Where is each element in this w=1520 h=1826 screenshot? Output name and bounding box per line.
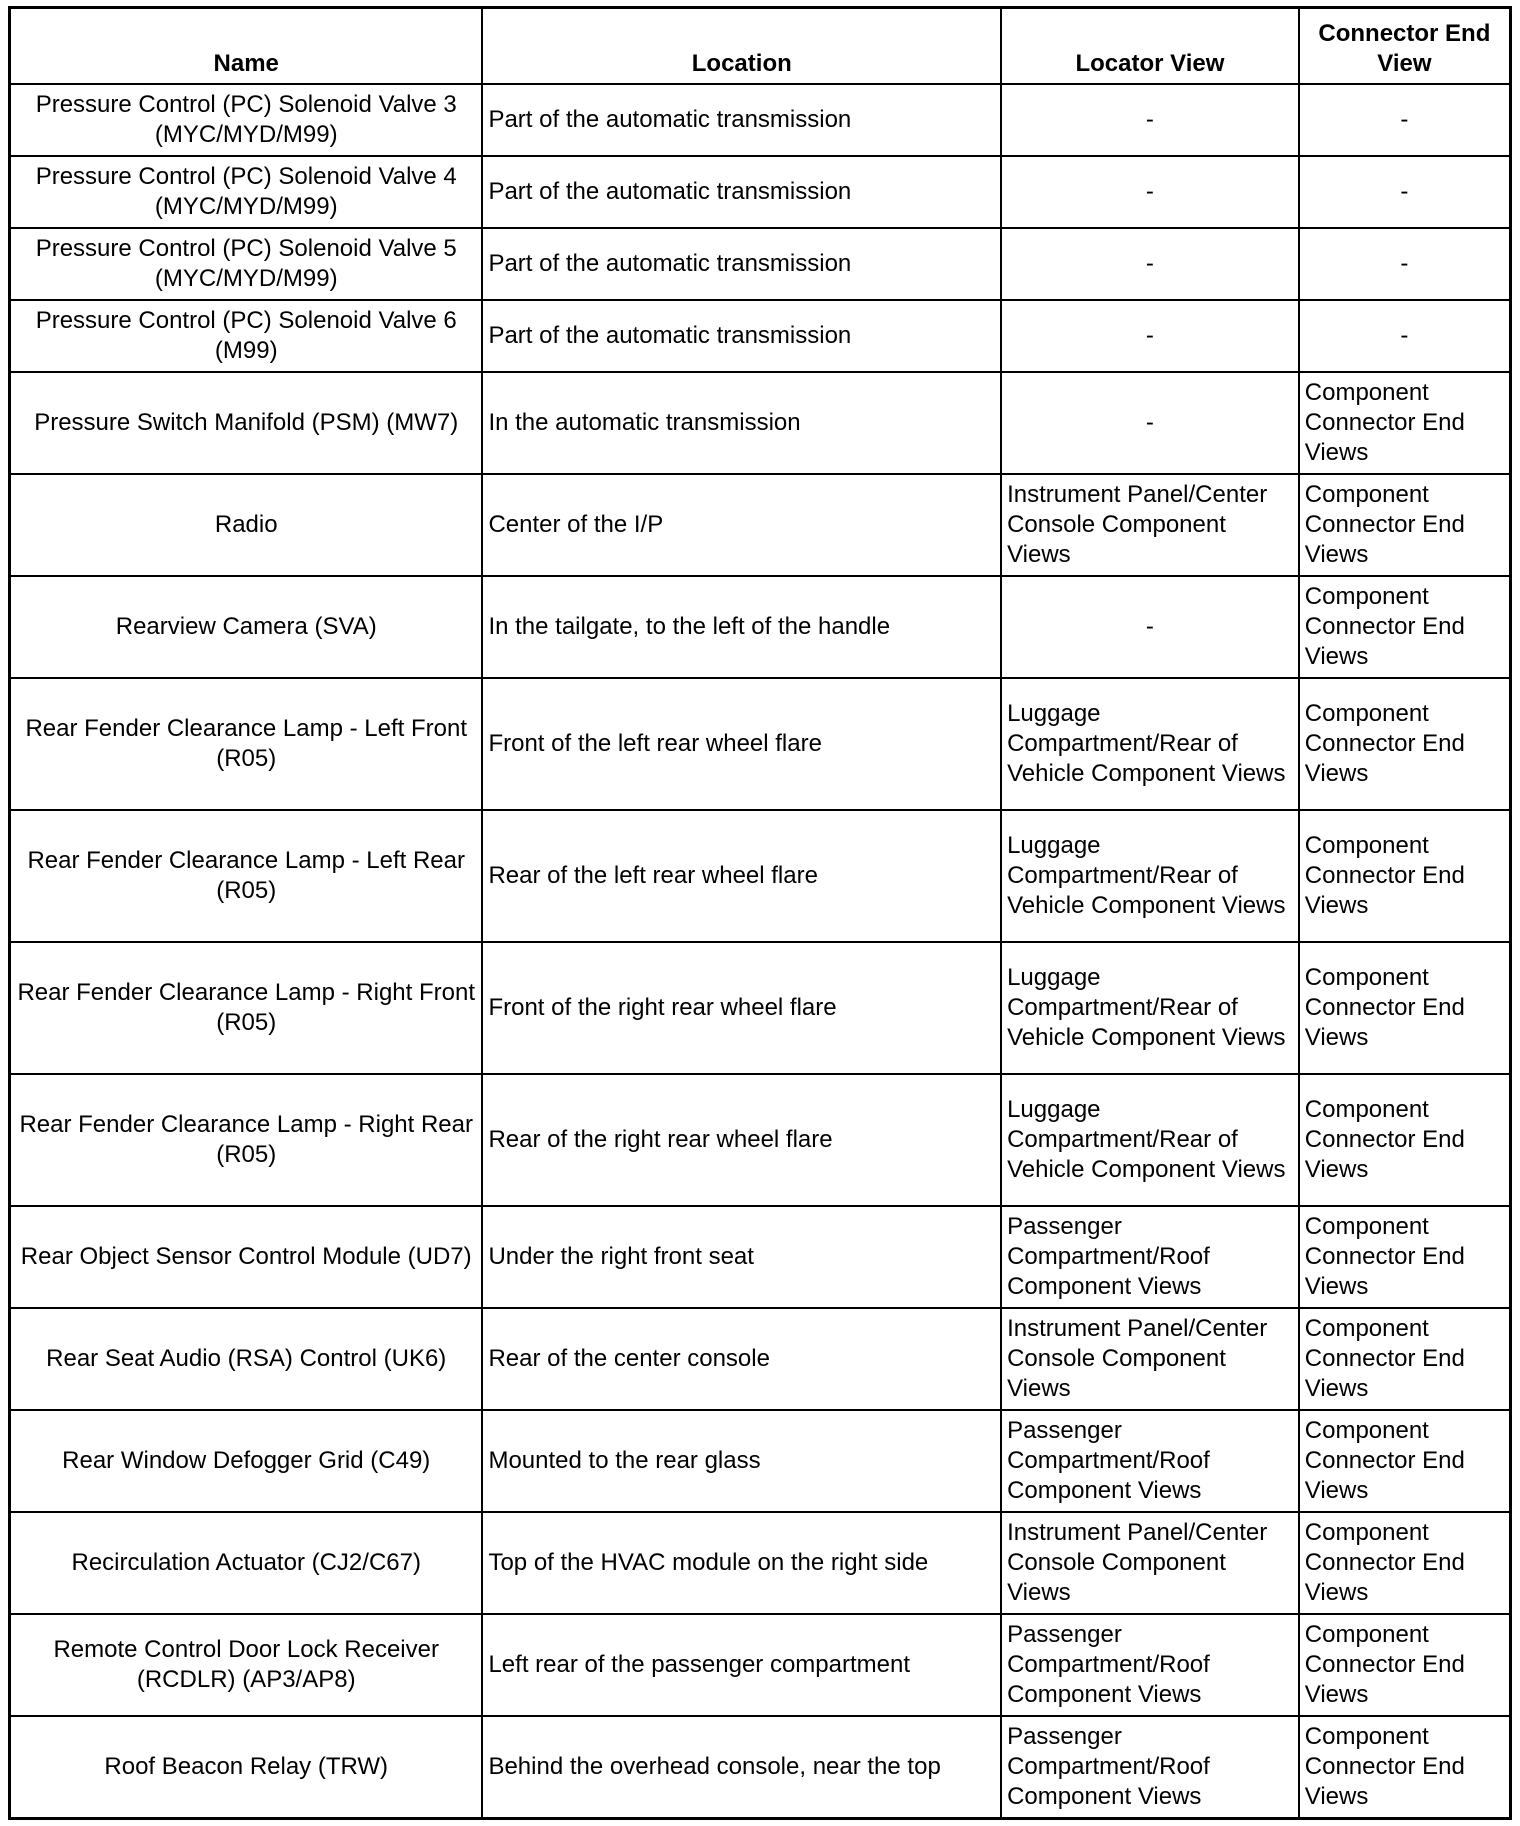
cell-locator-view: Instrument Panel/Center Console Component Views	[1001, 1512, 1299, 1614]
header-connector-end-view: Connector End View	[1299, 8, 1511, 85]
table-row	[10, 1716, 1511, 1818]
cell-locator-view: Instrument Panel/Center Console Component Views	[1001, 474, 1299, 576]
table-row	[10, 942, 1511, 1074]
cell-location: Center of the I/P	[482, 474, 1001, 576]
cell-location: Top of the HVAC module on the right side	[482, 1512, 1001, 1614]
table-row	[10, 372, 1511, 474]
table-row	[10, 300, 1511, 372]
table-row	[10, 1206, 1511, 1308]
cell-connector-end-view: Component Connector End Views	[1299, 942, 1511, 1074]
cell-location: Rear of the right rear wheel flare	[482, 1074, 1001, 1206]
cell-connector-end-view: -	[1299, 300, 1511, 372]
cell-connector-end-view: Component Connector End Views	[1299, 1614, 1511, 1716]
cell-name: Pressure Control (PC) Solenoid Valve 6 (M99)	[10, 300, 483, 372]
cell-name: Rear Object Sensor Control Module (UD7)	[10, 1206, 483, 1308]
cell-name: Remote Control Door Lock Receiver (RCDLR) (AP3/AP8)	[10, 1614, 483, 1716]
cell-location: In the automatic transmission	[482, 372, 1001, 474]
cell-location: Front of the right rear wheel flare	[482, 942, 1001, 1074]
table-row	[10, 474, 1511, 576]
cell-location: Under the right front seat	[482, 1206, 1001, 1308]
cell-locator-view: -	[1001, 300, 1299, 372]
cell-name: Rear Window Defogger Grid (C49)	[10, 1410, 483, 1512]
table-row	[10, 576, 1511, 678]
cell-connector-end-view: Component Connector End Views	[1299, 1074, 1511, 1206]
cell-name: Rear Fender Clearance Lamp - Left Front (R05)	[10, 678, 483, 810]
table-row	[10, 1512, 1511, 1614]
cell-name: Rear Fender Clearance Lamp - Right Rear (R05)	[10, 1074, 483, 1206]
cell-locator-view: -	[1001, 576, 1299, 678]
cell-connector-end-view: Component Connector End Views	[1299, 1410, 1511, 1512]
cell-connector-end-view: Component Connector End Views	[1299, 1308, 1511, 1410]
cell-locator-view: Passenger Compartment/Roof Component Views	[1001, 1716, 1299, 1818]
component-locator-table	[8, 6, 1512, 1820]
cell-connector-end-view: Component Connector End Views	[1299, 474, 1511, 576]
cell-connector-end-view: -	[1299, 228, 1511, 300]
cell-location: Front of the left rear wheel flare	[482, 678, 1001, 810]
cell-connector-end-view: -	[1299, 84, 1511, 156]
cell-connector-end-view: Component Connector End Views	[1299, 1716, 1511, 1818]
cell-locator-view: Luggage Compartment/Rear of Vehicle Component Views	[1001, 678, 1299, 810]
table-row	[10, 1308, 1511, 1410]
cell-locator-view: -	[1001, 372, 1299, 474]
table-row	[10, 84, 1511, 156]
cell-locator-view: Luggage Compartment/Rear of Vehicle Component Views	[1001, 1074, 1299, 1206]
table-row	[10, 156, 1511, 228]
cell-connector-end-view: Component Connector End Views	[1299, 372, 1511, 474]
table-row	[10, 1614, 1511, 1716]
cell-location: Part of the automatic transmission	[482, 156, 1001, 228]
cell-location: Behind the overhead console, near the top	[482, 1716, 1001, 1818]
cell-locator-view: Luggage Compartment/Rear of Vehicle Component Views	[1001, 810, 1299, 942]
cell-locator-view: Luggage Compartment/Rear of Vehicle Component Views	[1001, 942, 1299, 1074]
cell-connector-end-view: Component Connector End Views	[1299, 810, 1511, 942]
cell-name: Pressure Control (PC) Solenoid Valve 4 (MYC/MYD/M99)	[10, 156, 483, 228]
cell-connector-end-view: Component Connector End Views	[1299, 1206, 1511, 1308]
cell-connector-end-view: -	[1299, 156, 1511, 228]
cell-locator-view: Passenger Compartment/Roof Component Views	[1001, 1614, 1299, 1716]
cell-location: Part of the automatic transmission	[482, 84, 1001, 156]
cell-name: Rearview Camera (SVA)	[10, 576, 483, 678]
header-row	[10, 8, 1511, 85]
cell-locator-view: Passenger Compartment/Roof Component Views	[1001, 1410, 1299, 1512]
cell-name: Pressure Control (PC) Solenoid Valve 3 (MYC/MYD/M99)	[10, 84, 483, 156]
cell-locator-view: -	[1001, 228, 1299, 300]
header-name: Name	[10, 8, 483, 85]
cell-name: Rear Fender Clearance Lamp - Left Rear (R05)	[10, 810, 483, 942]
cell-location: Part of the automatic transmission	[482, 300, 1001, 372]
table-row	[10, 228, 1511, 300]
cell-location: Mounted to the rear glass	[482, 1410, 1001, 1512]
table-row	[10, 678, 1511, 810]
cell-name: Rear Fender Clearance Lamp - Right Front (R05)	[10, 942, 483, 1074]
cell-name: Recirculation Actuator (CJ2/C67)	[10, 1512, 483, 1614]
cell-name: Radio	[10, 474, 483, 576]
cell-location: In the tailgate, to the left of the handle	[482, 576, 1001, 678]
cell-name: Pressure Control (PC) Solenoid Valve 5 (MYC/MYD/M99)	[10, 228, 483, 300]
table-row	[10, 1074, 1511, 1206]
cell-connector-end-view: Component Connector End Views	[1299, 678, 1511, 810]
cell-connector-end-view: Component Connector End Views	[1299, 1512, 1511, 1614]
table-row	[10, 810, 1511, 942]
cell-locator-view: Instrument Panel/Center Console Component Views	[1001, 1308, 1299, 1410]
cell-name: Roof Beacon Relay (TRW)	[10, 1716, 483, 1818]
cell-name: Rear Seat Audio (RSA) Control (UK6)	[10, 1308, 483, 1410]
table-row	[10, 1410, 1511, 1512]
cell-locator-view: -	[1001, 156, 1299, 228]
cell-location: Rear of the center console	[482, 1308, 1001, 1410]
cell-location: Part of the automatic transmission	[482, 228, 1001, 300]
header-location: Location	[482, 8, 1001, 85]
cell-locator-view: -	[1001, 84, 1299, 156]
cell-location: Left rear of the passenger compartment	[482, 1614, 1001, 1716]
cell-connector-end-view: Component Connector End Views	[1299, 576, 1511, 678]
cell-location: Rear of the left rear wheel flare	[482, 810, 1001, 942]
header-locator-view: Locator View	[1001, 8, 1299, 85]
cell-locator-view: Passenger Compartment/Roof Component Views	[1001, 1206, 1299, 1308]
cell-name: Pressure Switch Manifold (PSM) (MW7)	[10, 372, 483, 474]
